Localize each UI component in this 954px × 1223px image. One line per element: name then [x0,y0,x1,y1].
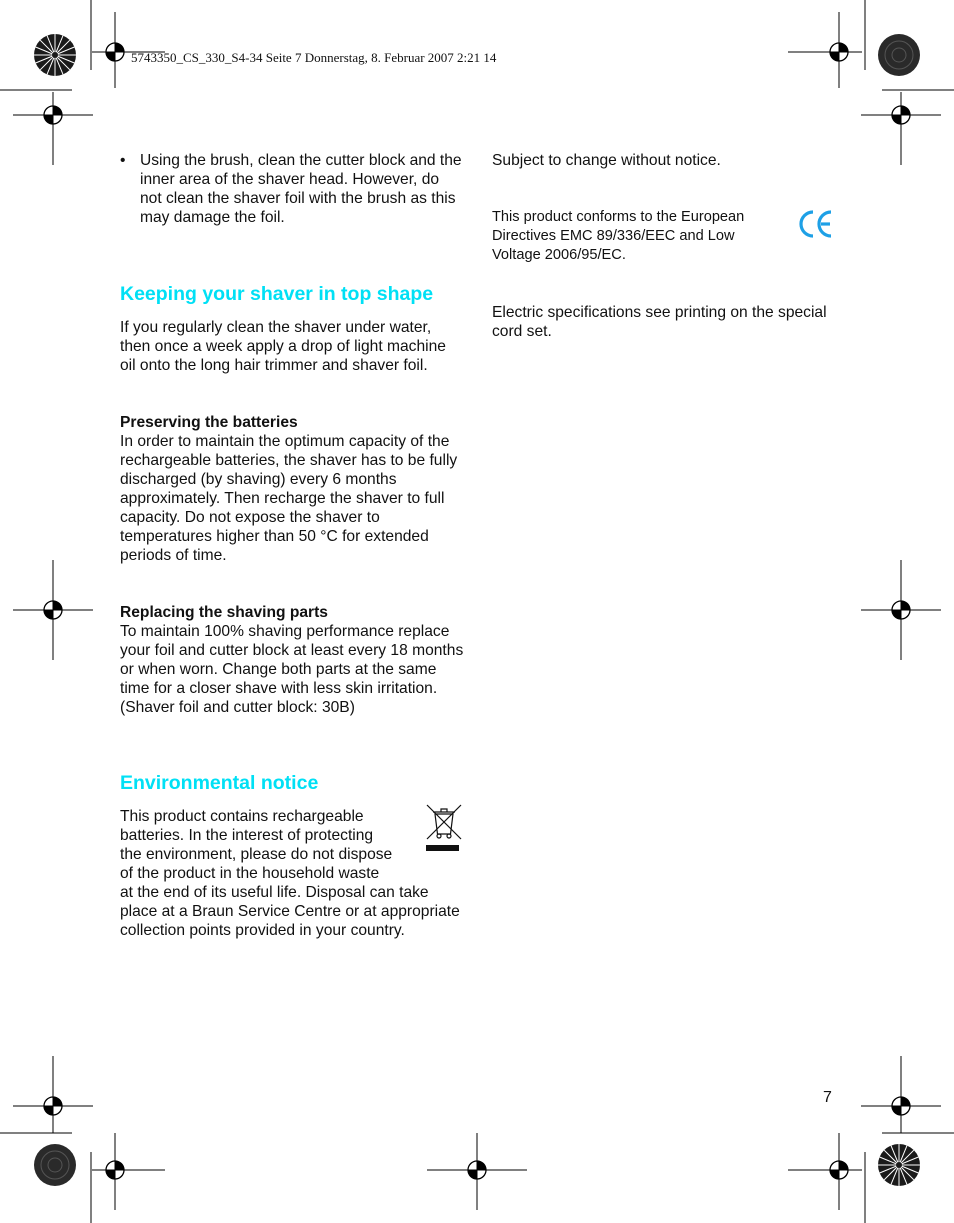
bullet-marker: • [120,152,126,169]
page-number: 7 [823,1089,832,1106]
note-shaving-parts: (Shaver foil and cutter block: 30B) [120,699,355,716]
left-column [120,151,465,940]
body-batteries: In order to maintain the optimum capacity of the rechargeable batteries, the shaver has to be fully discharged (by shaving) every 6 months approximately. Then recharge the shaver to full capacity. Do not expose the shaver to temperatures higher than 50 °C for extended periods of time. [120,433,458,564]
crossed-out-wheelie-bin-icon [424,801,464,853]
bullet-text: Using the brush, clean the cutter block and the inner area of the shaver head. However, do not clean the shaver foil with the brush as this may damage the foil. [140,152,462,226]
body-shaving-parts: To maintain 100% shaving performance replace your foil and cutter block at least every 18 months or when worn. Change both parts at the same time for a closer shave with less skin irritation. [120,623,464,697]
print-slug: 5743350_CS_330_S4-34 Seite 7 Donnerstag, 8. Februar 2007 2:21 14 [131,50,497,65]
env-body: at the end of its useful life. Disposal can take place at a Braun Service Centre or at appropriate collection points provided in your country. [120,884,460,939]
electric-specs: Electric specifications see printing on the special cord set. [492,304,827,340]
env-line: This product contains rechargeable [120,808,364,825]
change-notice: Subject to change without notice. [492,152,721,169]
env-line: batteries. In the interest of protecting [120,827,374,844]
subheading-batteries: Preserving the batteries [120,414,298,431]
environmental-notice [120,807,465,940]
section-body-shaver-shape: If you regularly clean the shaver under water, then once a week apply a drop of light machine oil onto the long hair trimmer and shaver foil. [120,319,446,374]
section-heading-environmental: Environmental notice [120,772,319,794]
ce-mark-icon [795,204,835,244]
conformity-text: This product conforms to the European Directives EMC 89/336/EEC and Low Voltage 2006/95/EC. [492,209,745,263]
list-item [120,151,465,227]
right-column [492,151,837,341]
env-line: the environment, please do not dispose [120,846,393,863]
section-heading-shaver-shape: Keeping your shaver in top shape [120,283,434,305]
subheading-shaving-parts: Replacing the shaving parts [120,604,328,621]
conformity-block [492,208,837,265]
env-line: of the product in the household waste [120,865,380,882]
